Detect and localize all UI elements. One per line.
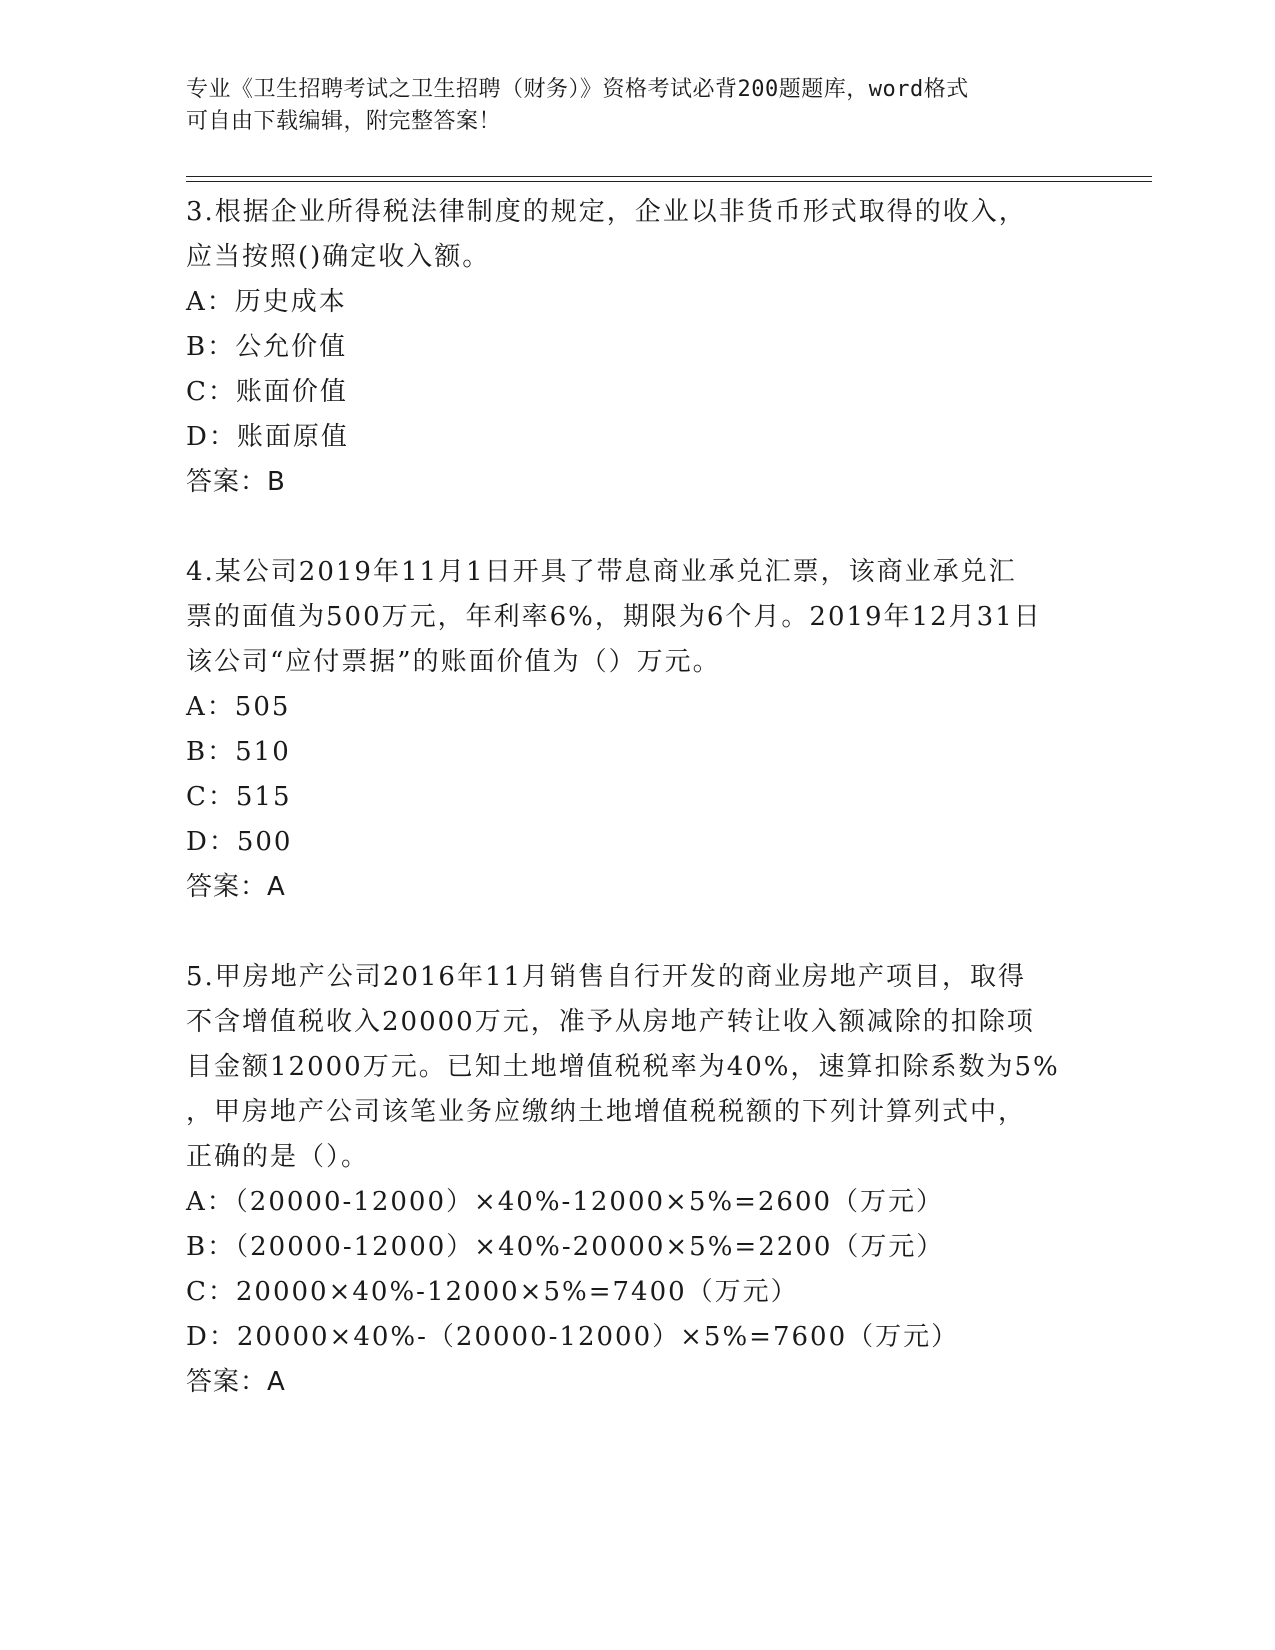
option-b: B：（20000-12000）×40%-20000×5%=2200（万元） <box>186 1232 945 1262</box>
answer: 答案：A <box>186 1367 286 1397</box>
stem-line: 3.根据企业所得税法律制度的规定，企业以非货币形式取得的收入， <box>186 197 1027 227</box>
question-3 <box>186 190 1086 505</box>
option-a: A：（20000-12000）×40%-12000×5%=2600（万元） <box>186 1187 945 1217</box>
question-5 <box>186 955 1086 1405</box>
question-stem <box>186 550 1086 685</box>
stem-line: 4.某公司2019年11月1日开具了带息商业承兑汇票，该商业承兑汇 <box>186 557 1017 587</box>
header-divider-bottom <box>186 181 1152 182</box>
option-a: A：505 <box>186 692 291 722</box>
option-b: B：510 <box>186 737 291 767</box>
stem-line: 正确的是（）。 <box>186 1142 370 1172</box>
question-stem <box>186 955 1086 1180</box>
header-divider-top <box>186 176 1152 177</box>
option-d: D：账面原值 <box>186 422 349 452</box>
answer: 答案：B <box>186 467 286 497</box>
stem-line: 目金额12000万元。已知土地增值税税率为40%，速算扣除系数为5% <box>186 1052 1060 1082</box>
option-c: C：账面价值 <box>186 377 348 407</box>
stem-line: 该公司“应付票据”的账面价值为（）万元。 <box>186 647 721 677</box>
spacer <box>186 505 1086 550</box>
stem-line: 应当按照()确定收入额。 <box>186 242 491 272</box>
header-line-1: 专业《卫生招聘考试之卫生招聘（财务）》资格考试必背200题题库，word格式 <box>186 77 969 102</box>
stem-line: 5.甲房地产公司2016年11月销售自行开发的商业房地产项目，取得 <box>186 962 1027 992</box>
option-d: D：500 <box>186 827 293 857</box>
header-line-2: 可自由下载编辑，附完整答案！ <box>186 109 502 134</box>
document-header <box>186 74 1066 138</box>
spacer <box>186 910 1086 955</box>
option-a: A：历史成本 <box>186 287 347 317</box>
stem-line: 票的面值为500万元，年利率6%，期限为6个月。2019年12月31日 <box>186 602 1042 632</box>
stem-line: ，甲房地产公司该笔业务应缴纳土地增值税税额的下列计算列式中， <box>186 1097 1027 1127</box>
question-list <box>186 190 1086 1405</box>
option-c: C：515 <box>186 782 292 812</box>
question-stem <box>186 190 1086 280</box>
question-4 <box>186 550 1086 910</box>
stem-line: 不含增值税收入20000万元，准予从房地产转让收入额减除的扣除项 <box>186 1007 1035 1037</box>
option-b: B：公允价值 <box>186 332 348 362</box>
answer: 答案：A <box>186 872 286 902</box>
option-d: D：20000×40%-（20000-12000）×5%=7600（万元） <box>186 1322 960 1352</box>
option-c: C：20000×40%-12000×5%=7400（万元） <box>186 1277 799 1307</box>
